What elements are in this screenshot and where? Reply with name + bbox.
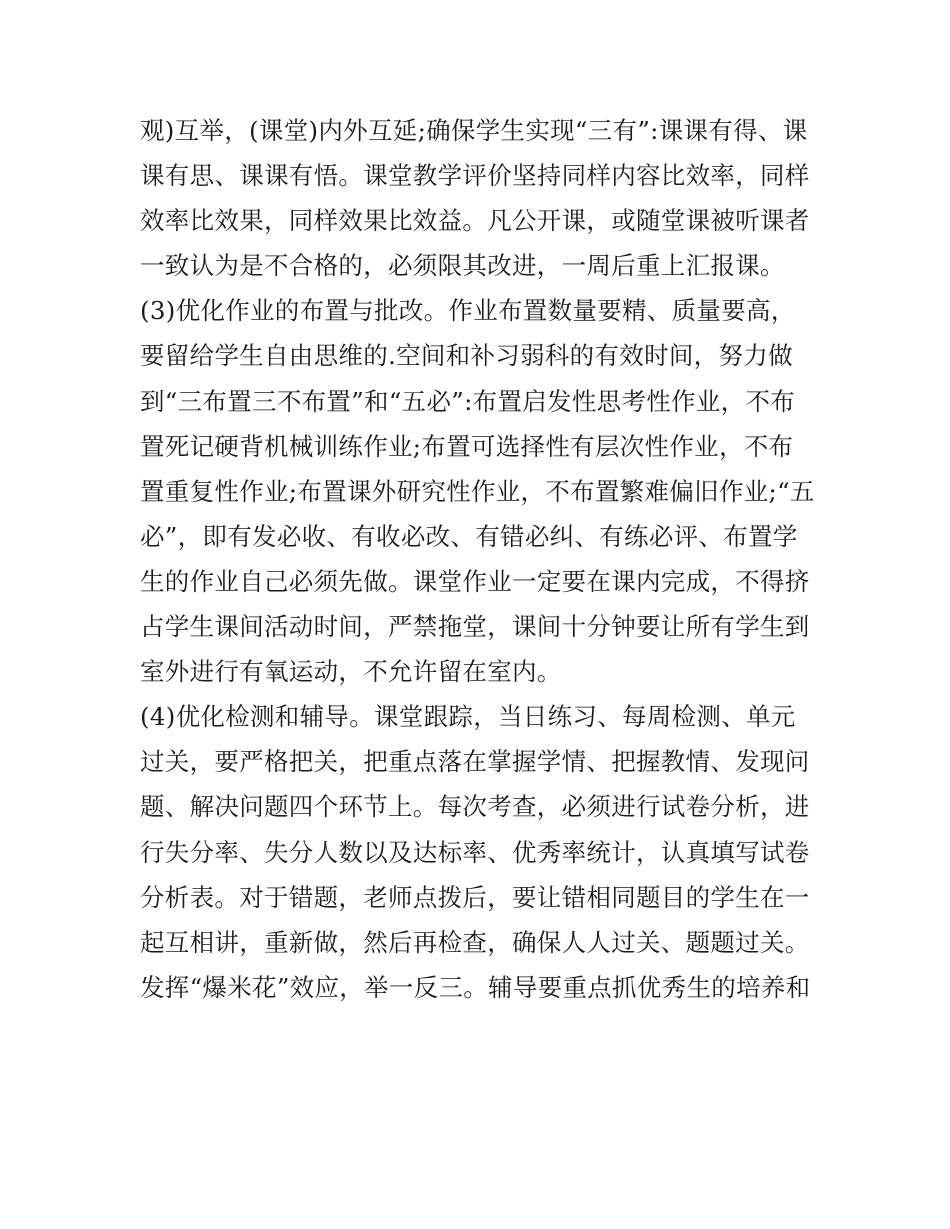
text-line: 一致认为是不合格的，必须限其改进，一周后重上汇报课。	[140, 251, 785, 281]
text-line: 置死记硬背机械训练作业;布置可选择性有层次性作业，不布	[140, 431, 794, 461]
text-line: 置重复性作业;布置课外研究性作业，不布置繁难偏旧作业;“五	[140, 476, 815, 506]
text-line: 观)互举，(课堂)内外互延;确保学生实现“三有”:课课有得、课	[140, 116, 808, 145]
text-line: 发挥“爆米花”效应，举一反三。辅导要重点抓优秀生的培养和	[140, 972, 811, 1002]
body-text	[140, 108, 820, 1010]
text-line: 课有思、课课有悟。课堂教学评价坚持同样内容比效率，同样	[140, 161, 810, 191]
text-line: 起互相讲，重新做，然后再检查，确保人人过关、题题过关。	[140, 927, 810, 957]
text-line: 要留给学生自由思维的.空间和补习弱科的有效时间，努力做	[140, 341, 793, 371]
text-line: 过关，要严格把关，把重点落在掌握学情、把握教情、发现问	[140, 747, 810, 777]
text-line: 生的作业自己必须先做。课堂作业一定要在课内完成，不得挤	[140, 566, 810, 596]
text-line: 题、解决问题四个环节上。每次考查，必须进行试卷分析，进	[140, 792, 810, 822]
text-line: (3)优化作业的布置与批改。作业布置数量要精、质量要高，	[140, 296, 796, 326]
text-line: 占学生课间活动时间，严禁拖堂，课间十分钟要让所有学生到	[140, 612, 810, 642]
text-line: (4)优化检测和辅导。课堂跟踪，当日练习、每周检测、单元	[140, 702, 796, 732]
text-line: 行失分率、失分人数以及达标率、优秀率统计，认真填写试卷	[140, 837, 810, 867]
text-line: 效率比效果，同样效果比效益。凡公开课，或随堂课被听课者	[140, 206, 810, 236]
text-line: 室外进行有氧运动，不允许留在室内。	[140, 657, 562, 687]
text-line: 到“三布置三不布置”和“五必”:布置启发性思考性作业，不布	[140, 386, 796, 416]
text-line: 必”，即有发必收、有收必改、有错必纠、有练必评、布置学	[140, 521, 798, 551]
text-line: 分析表。对于错题，老师点拨后，要让错相同题目的学生在一	[140, 882, 810, 912]
